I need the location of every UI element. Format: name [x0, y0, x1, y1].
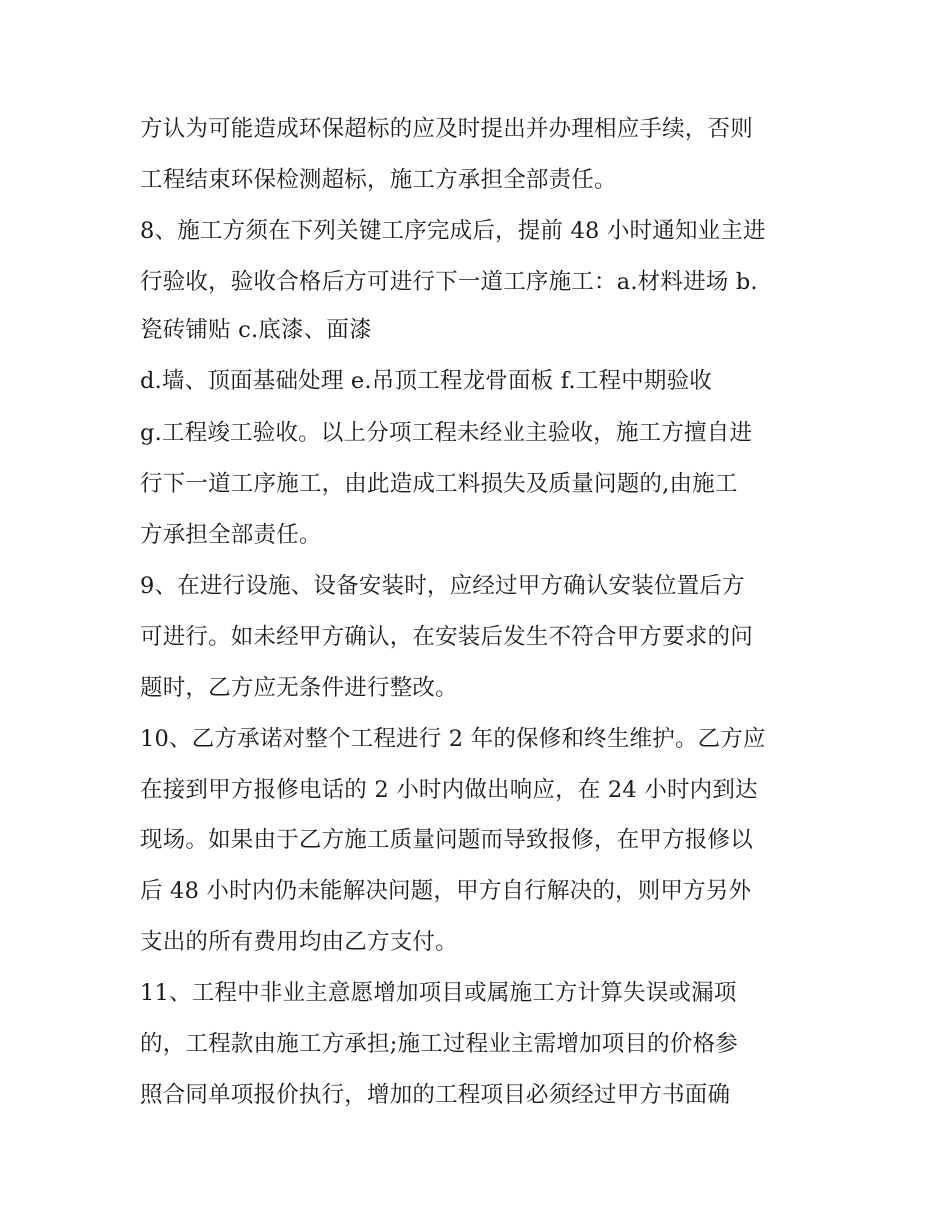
text-line: 工程结束环保检测超标，施工方承担全部责任。 — [140, 167, 617, 193]
text-line: g.工程竣工验收。以上分项工程未经业主验收，施工方擅自进 — [140, 420, 753, 446]
text-line: 在接到甲方报修电话的 2 小时内做出响应，在 24 小时内到达 — [140, 777, 758, 803]
text-line: 方承担全部责任。 — [140, 522, 322, 548]
text-line: 9、在进行设施、设备安装时，应经过甲方确认安装位置后方 — [140, 573, 745, 599]
text-line: 11、工程中非业主意愿增加项目或属施工方计算失误或漏项 — [140, 980, 737, 1006]
text-line: 8、施工方须在下列关键工序完成后，提前 48 小时通知业主进 — [140, 218, 766, 244]
text-line: 10、乙方承诺对整个工程进行 2 年的保修和终生维护。乙方应 — [140, 726, 766, 752]
text-line: 瓷砖铺贴 c.底漆、面漆 — [140, 317, 372, 343]
text-line: d.墙、顶面基础处理 e.吊顶工程龙骨面板 f.工程中期验收 — [140, 368, 713, 394]
text-line: 的，工程款由施工方承担;施工过程业主需增加项目的价格参 — [140, 1031, 738, 1057]
text-line: 支出的所有费用均由乙方支付。 — [140, 929, 458, 955]
text-line: 照合同单项报价执行，增加的工程项目必须经过甲方书面确 — [140, 1082, 731, 1108]
text-line: 后 48 小时内仍未能解决问题，甲方自行解决的，则甲方另外 — [140, 878, 752, 904]
text-line: 行下一道工序施工，由此造成工料损失及质量问题的,由施工 — [140, 471, 738, 497]
text-line: 可进行。如未经甲方确认，在安装后发生不符合甲方要求的问 — [140, 624, 753, 650]
text-line: 方认为可能造成环保超标的应及时提出并办理相应手续，否则 — [140, 116, 753, 142]
text-line: 题时，乙方应无条件进行整改。 — [140, 675, 458, 701]
text-line: 行验收，验收合格后方可进行下一道工序施工：a.材料进场 b. — [140, 269, 758, 295]
text-line: 现场。如果由于乙方施工质量问题而导致报修，在甲方报修以 — [140, 827, 753, 853]
